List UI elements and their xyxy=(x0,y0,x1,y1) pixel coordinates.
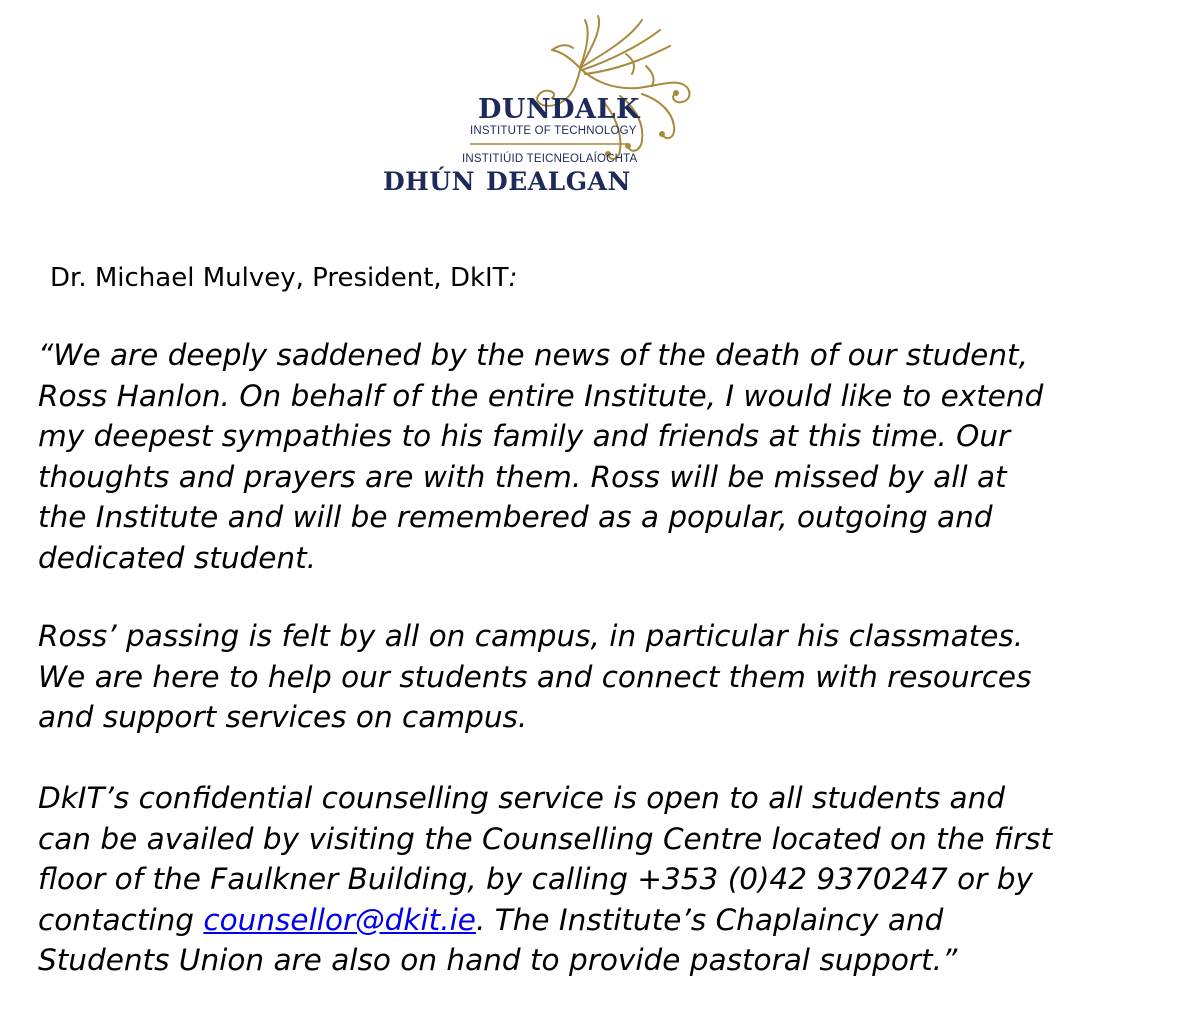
paragraph-line: and support services on campus. xyxy=(38,700,528,734)
logo-name: DUNDALK xyxy=(478,94,640,125)
paragraph-line: We are here to help our students and connect them with resources xyxy=(38,659,1032,694)
logo-irish-name-1: DHÚN xyxy=(383,167,475,196)
paragraph-line: dedicated student. xyxy=(38,540,317,575)
counsellor-email-link[interactable]: counsellor@dkit.ie xyxy=(203,902,476,937)
paragraph-line xyxy=(38,900,1052,941)
paragraph-line: floor of the Faulkner Building, by calling +353 (0)42 9370247 or by xyxy=(38,862,1033,896)
paragraph-line: thoughts and prayers are with them. Ross will be missed by all at xyxy=(38,459,1007,494)
paragraph-counselling xyxy=(38,778,1052,981)
dkit-logo xyxy=(380,8,720,198)
logo-subtitle: INSTITUTE OF TECHNOLOGY xyxy=(470,125,637,137)
line-text: contacting xyxy=(38,902,204,937)
paragraph-line: Ross’ passing is felt by all on campus, in particular his classmates. xyxy=(38,619,1024,653)
logo-irish-subtitle: INSTITIÚID TEICNEOLAÍOCHTA xyxy=(462,153,638,165)
line-text: . The Institute’s Chaplaincy and xyxy=(475,902,944,937)
paragraph-support xyxy=(38,616,1031,738)
paragraph-condolence xyxy=(38,335,1043,578)
paragraph-line: Ross Hanlon. On behalf of the entire Institute, I would like to extend xyxy=(38,378,1044,413)
heading-text: Dr. Michael Mulvey, President, DkIT xyxy=(50,263,509,293)
paragraph-line: can be availed by visiting the Counselling Centre located on the first xyxy=(38,821,1053,856)
paragraph-line: DkIT’s confidential counselling service is open to all students and xyxy=(38,781,1006,815)
paragraph-line: my deepest sympathies to his family and friends at this time. Our xyxy=(38,419,1011,453)
logo-irish-name-2: DEALGAN xyxy=(486,167,631,196)
paragraph-line: Students Union are also on hand to provide pastoral support.” xyxy=(38,943,958,977)
paragraph-line: the Institute and will be remembered as a popular, outgoing and xyxy=(38,500,993,534)
paragraph-line: “We are deeply saddened by the news of the death of our student, xyxy=(38,338,1028,372)
heading-colon: : xyxy=(508,263,518,293)
statement-heading xyxy=(50,262,517,294)
